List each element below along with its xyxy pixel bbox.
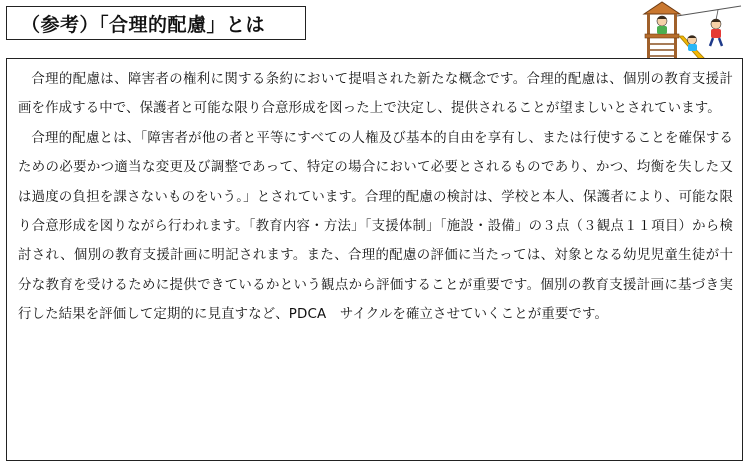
section-title: （参考）「合理的配慮」とは — [21, 13, 266, 36]
content-box — [6, 58, 743, 461]
paragraph-2: 合理的配慮とは、「障害者が他の者と平等にすべての人権及び基本的自由を享有し、または行使することを確保するための必要かつ適当な変更及び調整であって、特定の場合において必要とされるものであり、かつ、均衡を失した又は過度の負担を課さないものをいう。」とされています。合理的配慮の検討は、学校と本人、保護者により、可能な限り合意形成を図りながら行われます。「教育内容・方法」「支援体制」「施設・設備」の３点（３観点１１項目）から検討され、個別の教育支援計画に明記されます。また、合理的配慮の評価に当たっては、対象となる幼児児童生徒が十分な教育を受けるために提供できているかという観点から評価することが重要です。個別の教育支援計画に基づき実行した結果を評価して定期的に見直すなど、PDCA サイクルを確立させていくことが重要です。 — [18, 130, 733, 323]
paragraph-1: 合理的配慮は、障害者の権利に関する条約において提唱された新たな概念です。合理的配慮は、個別の教育支援計画を作成する中で、保護者と可能な限り合意形成を図った上で決定し、提供されることが望ましいとされています。 — [18, 72, 733, 117]
children-playground-icon — [636, 0, 744, 62]
section-title-box — [6, 6, 306, 40]
